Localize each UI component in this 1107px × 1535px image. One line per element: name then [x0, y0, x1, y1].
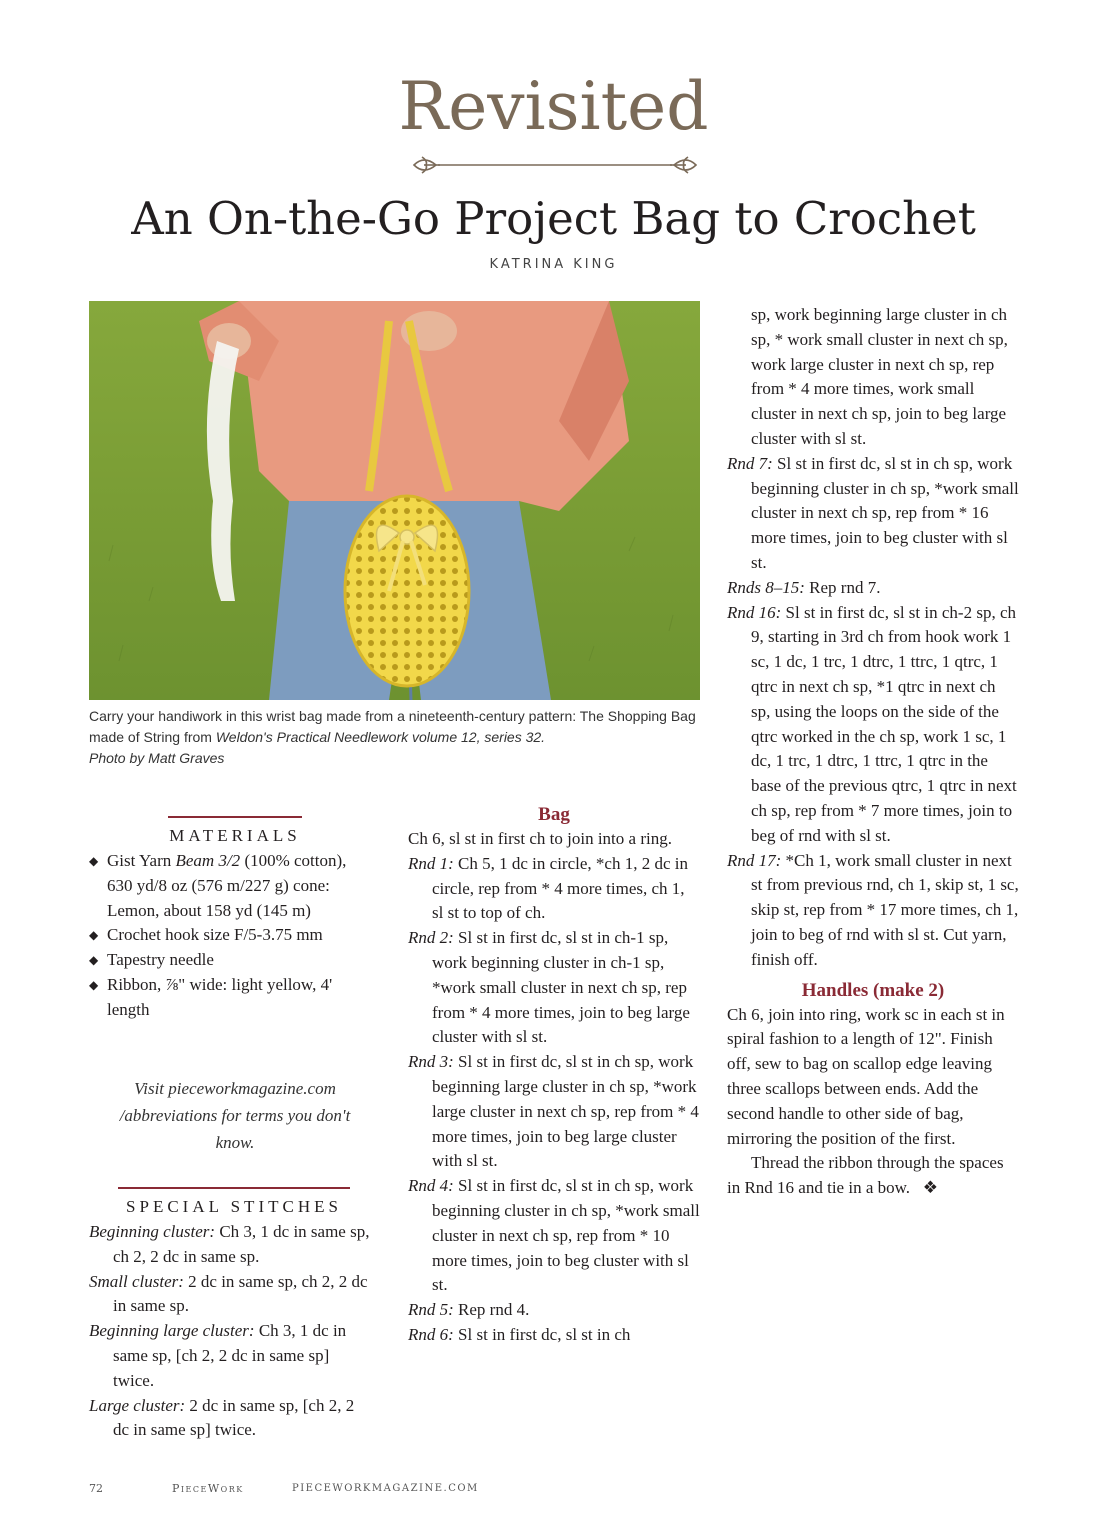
handles-text: Ch 6, join into ring, work sc in each st in spiral fashion to a length of 12". Finish off, sew to bag on scallop edge leaving three scallops between ends. Add the second handle to other side of bag, mirroring the position of the first. [727, 1004, 1005, 1148]
round-label: Rnd 2: [408, 928, 454, 948]
round-label: Rnd 7: [727, 453, 773, 473]
list-item [89, 1270, 371, 1320]
round-text: Rep rnd 4. [453, 1300, 530, 1320]
closing-sentence: Thread the ribbon through the spaces in Rnd 16 and tie in a bow. [727, 1153, 1004, 1198]
stitches-rule [118, 1187, 350, 1189]
round-text: Sl st in first dc, sl st in ch-1 sp, work beginning cluster in ch-1 sp, *work small cluster in next ch sp, rep from * 4 more times, join to beg large cluster with sl st. [432, 928, 690, 1047]
round-label: Rnds 8–15: [727, 577, 805, 597]
diamond-bullet-icon: ◆ [89, 928, 99, 943]
diamond-bullet-icon: ◆ [89, 854, 99, 868]
stitch-label: Beginning cluster: [89, 1222, 216, 1241]
page-number: 72 [89, 1482, 103, 1495]
material-text: Crochet hook size F/5-3.75 mm [107, 925, 323, 945]
handles-heading: Handles (make 2) [801, 979, 945, 1001]
end-mark-icon: ❖ [922, 1178, 939, 1198]
diamond-bullet-icon: ◆ [89, 953, 99, 968]
closing-text [727, 1151, 1019, 1201]
round-text: *Ch 1, work small cluster in next st from previous rnd, ch 1, skip st, 1 sc, skip st, rep from * 17 more times, ch 1, join to beg of rnd with sl st. Cut yarn, finish off. [751, 850, 1019, 969]
round-label: Rnd 4: [408, 1176, 454, 1196]
article-title: An On-the-Go Project Bag to Crochet [131, 192, 976, 245]
material-text: (100% cotton), 630 yd/8 oz (576 m/227 g) cone: Lemon, about 158 yd (145 m) [107, 851, 347, 920]
material-text: Tapestry needle [107, 950, 214, 970]
list-item [727, 849, 1019, 973]
round-label: Rnd 1: [408, 853, 454, 873]
round-text: Ch 5, 1 dc in circle, *ch 1, 2 dc in circle, rep from * 4 more times, ch 1, sl st to top of ch. [432, 853, 688, 923]
list-item [727, 452, 1019, 576]
list-item [408, 1050, 700, 1174]
materials-list [89, 849, 369, 1023]
materials-heading: MATERIALS [169, 826, 301, 845]
diamond-bullet-icon: ◆ [89, 977, 99, 992]
stitch-label: Large cluster: [89, 1395, 186, 1415]
bag-heading: Bag [538, 804, 570, 825]
materials-rule [168, 816, 302, 818]
magazine-url: PIECEWORKMAGAZINE.COM [292, 1483, 479, 1494]
material-yarn-name: Beam 3/2 [175, 851, 241, 870]
round-6-continued: sp, work beginning large cluster in ch sp, * work small cluster in next ch sp, work large cluster in next ch sp, rep from * 4 more times, work small cluster in next ch sp, join to beg large cluster with sl st. [751, 305, 1008, 448]
list-item [89, 1319, 371, 1393]
round-label: Rnd 17: [727, 850, 782, 870]
section-title: Revisited [398, 68, 709, 145]
bag-column [408, 803, 700, 1348]
list-item [727, 601, 1019, 849]
stitch-text: Ch 3, 1 dc in same sp, [ch 2, 2 dc in same sp] twice. [113, 1321, 347, 1390]
list-item [408, 1298, 700, 1323]
stitch-label: Small cluster: [89, 1271, 184, 1291]
round-text: Rep rnd 7. [804, 577, 881, 597]
list-item [89, 973, 369, 1023]
photo-credit: Photo by Matt Graves [89, 750, 225, 766]
stitch-text: 2 dc in same sp, ch 2, 2 dc in same sp. [113, 1271, 368, 1316]
instructions-column [727, 303, 1019, 1201]
list-item [408, 852, 700, 926]
round-text: Sl st in first dc, sl st in ch sp, work beginning large cluster in ch sp, *work large cluster in next ch sp, rep from * 4 more times, join to beg large cluster with sl st. [432, 1052, 699, 1171]
round-text: Sl st in first dc, sl st in ch-2 sp, ch 9, starting in 3rd ch from hook work 1 sc, 1 dc, 1 trc, 1 dtrc, 1 ttrc, 1 qtrc, 1 qtrc in next ch sp, *1 qtrc in next ch sp, using the loops on the side of the qtrc worked in the ch sp, work 1 sc, 1 dc, 1 trc, 1 dtrc, 1 ttrc, 1 qtrc in the base of the previous qtrc, 1 qtrc in next ch sp, rep from * 7 more times, join to beg of rnd with sl st. [751, 602, 1017, 845]
round-text: Sl st in first dc, sl st in ch sp, work beginning cluster in ch sp, *work small cluster in next ch sp, rep from * 16 more times, join to beg cluster with sl st. [751, 453, 1019, 572]
bag-photo [89, 301, 700, 700]
list-item [89, 1394, 371, 1444]
list-item [727, 576, 1019, 601]
material-text: Ribbon, ⅞" wide: light yellow, 4' length [107, 974, 333, 1019]
list-item [408, 1323, 700, 1348]
round-label: Rnd 5: [408, 1300, 454, 1320]
round-label: Rnd 6: [408, 1324, 454, 1344]
magazine-name: PieceWork [172, 1482, 244, 1495]
caption-text: Carry your handiwork in this wrist bag made from a nineteenth-century pattern: The Shopping Bag made of String from [89, 708, 696, 745]
stitch-text: Ch 3, 1 dc in same sp, ch 2, 2 dc in same sp. [113, 1222, 370, 1266]
caption-source: Weldon's Practical Needlework volume 12, series 32. [215, 729, 546, 745]
round-label: Rnd 3: [408, 1052, 454, 1072]
material-text: Gist Yarn [107, 851, 176, 870]
list-item [408, 1174, 700, 1298]
abbreviations-note: Visit pieceworkmagazine.com /abbreviations for terms you don't know. [119, 1079, 351, 1152]
list-item [89, 1220, 371, 1270]
round-text: Sl st in first dc, sl st in ch [453, 1324, 631, 1344]
stitch-text: 2 dc in same sp, [ch 2, 2 dc in same sp] twice. [113, 1395, 355, 1440]
bag-intro: Ch 6, sl st in first ch to join into a ring. [408, 829, 672, 848]
stitch-label: Beginning large cluster: [89, 1321, 255, 1341]
list-item [89, 923, 369, 948]
photo-caption [89, 706, 700, 769]
round-text: Sl st in first dc, sl st in ch sp, work beginning cluster in ch sp, *work small cluster in next ch sp, rep from * 10 more times, join to beg cluster with sl st. [432, 1176, 700, 1295]
special-stitches-list [89, 1220, 371, 1443]
special-stitches-heading: SPECIAL STITCHES [126, 1197, 342, 1216]
ornament-divider-icon [410, 152, 700, 178]
list-item [89, 849, 369, 923]
list-item [89, 948, 369, 973]
round-label: Rnd 16: [727, 602, 782, 622]
list-item [408, 926, 700, 1050]
byline: KATRINA KING [489, 257, 618, 272]
